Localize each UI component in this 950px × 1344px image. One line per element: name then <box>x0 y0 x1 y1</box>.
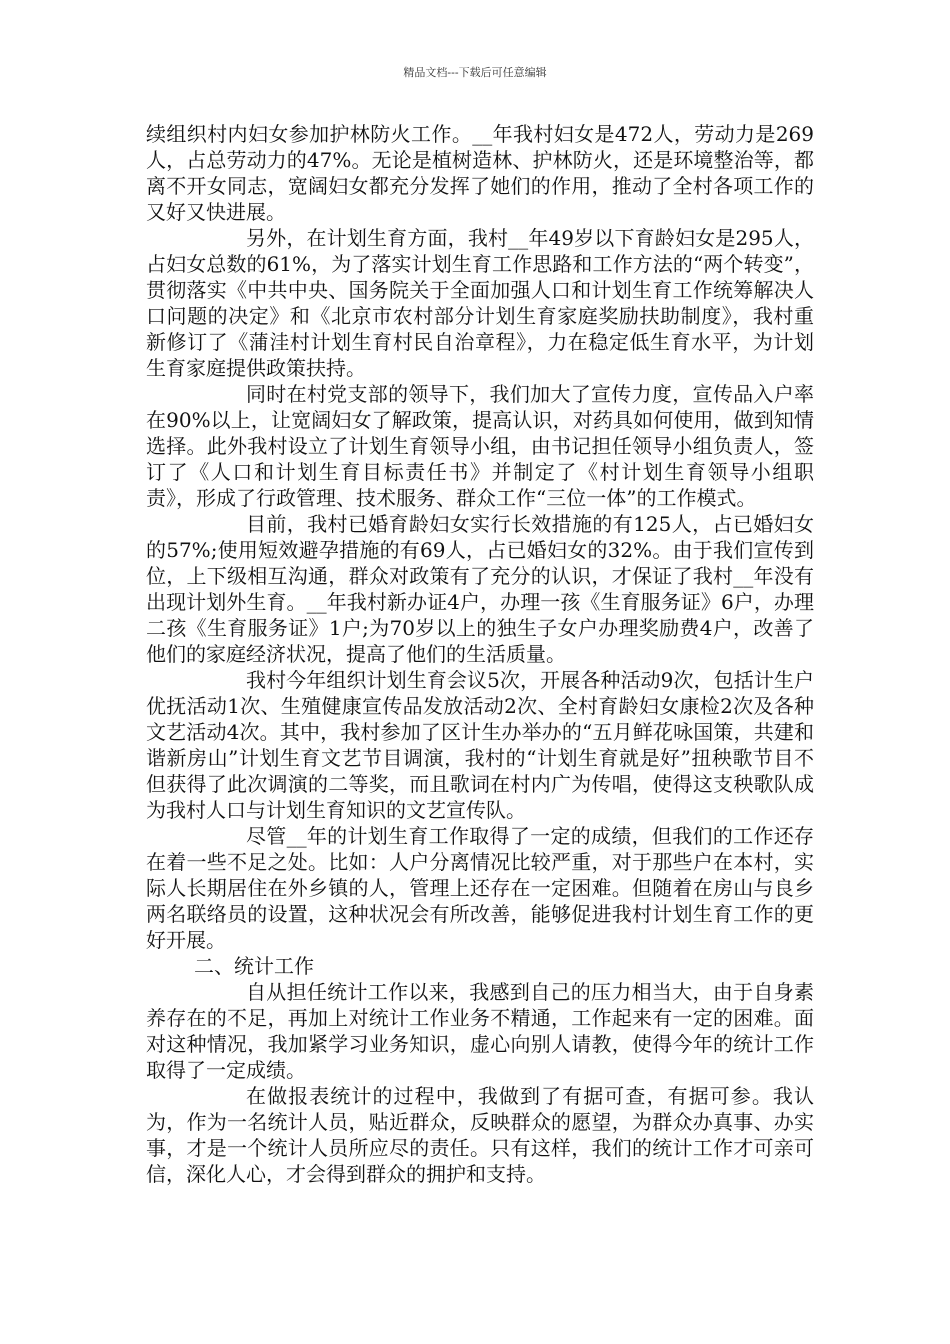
paragraph: 同时在村党支部的领导下，我们加大了宣传力度，宣传品入户率在90%以上，让宽阔妇女了解政策，提高认识，对药具如何使用，做到知情选择。此外我村设立了计划生育领导小组，由书记担任领导小组负责人，签订了《人口和计划生育目标责任书》并制定了《村计划生育领导小组职责》，形成了行政管理、技术服务、群众工作“三位一体”的工作模式。 <box>146 382 814 510</box>
paragraph: 目前，我村已婚育龄妇女实行长效措施的有125人，占已婚妇女的57%;使用短效避孕措施的有69人，占已婚妇女的32%。由于我们宣传到位，上下级相互沟通，群众对政策有了充分的认识，才保证了我村__年没有出现计划外生育。__年我村新办证4户，办理一孩《生育服务证》6户，办理二孩《生育服务证》1户;为70岁以上的独生子女户办理奖励费4户，改善了他们的家庭经济状况，提高了他们的生活质量。 <box>146 512 814 666</box>
paragraph: 尽管__年的计划生育工作取得了一定的成绩，但我们的工作还存在着一些不足之处。比如：人户分离情况比较严重，对于那些户在本村，实际人长期居住在外乡镇的人，管理上还存在一定困难。但随着在房山与良乡两名联络员的设置，这种状况会有所改善，能够促进我村计划生育工作的更好开展。 <box>146 824 814 952</box>
document-body <box>146 121 814 1187</box>
paragraph: 续组织村内妇女参加护林防火工作。__年我村妇女是472人，劳动力是269人，占总劳动力的47%。无论是植树造林、护林防火，还是环境整治等，都离不开女同志，宽阔妇女都充分发挥了她们的作用，推动了全村各项工作的又好又快进展。 <box>146 122 814 224</box>
paragraph: 另外，在计划生育方面，我村__年49岁以下育龄妇女是295人，占妇女总数的61%，为了落实计划生育工作思路和工作方法的“两个转变”，贯彻落实《中共中央、国务院关于全面加强人口和计划生育工作统筹解决人口问题的决定》和《北京市农村部分计划生育家庭奖励扶助制度》，我村重新修订了《蒲洼村计划生育村民自治章程》，力在稳定低生育水平，为计划生育家庭提供政策扶持。 <box>146 226 814 380</box>
section-heading: 二、统计工作 <box>194 954 314 978</box>
paragraph: 我村今年组织计划生育会议5次，开展各种活动9次，包括计生户优抚活动1次、生殖健康宣传品发放活动2次、全村育龄妇女康检2次及各种文艺活动4次。其中，我村参加了区计生办举办的“五月鲜花咏国策，共建和谐新房山”计划生育文艺节目调演，我村的“计划生育就是好”扭秧歌节目不但获得了此次调演的二等奖，而且歌词在村内广为传唱，使得这支秧歌队成为我村人口与计划生育知识的文艺宣传队。 <box>146 668 814 822</box>
paragraph: 在做报表统计的过程中，我做到了有据可查，有据可参。我认为，作为一名统计人员，贴近群众，反映群众的愿望，为群众办真事、办实事，才是一个统计人员所应尽的责任。只有这样，我们的统计工作才可亲可信，深化人心，才会得到群众的拥护和支持。 <box>146 1084 814 1186</box>
page-header: 精品文档---下载后可任意编辑 <box>403 66 547 79</box>
paragraph: 自从担任统计工作以来，我感到自己的压力相当大，由于自身素养存在的不足，再加上对统计工作业务不精通，工作起来有一定的困难。面对这种情况，我加紧学习业务知识，虚心向别人请教，使得今年的统计工作取得了一定成绩。 <box>146 980 814 1082</box>
